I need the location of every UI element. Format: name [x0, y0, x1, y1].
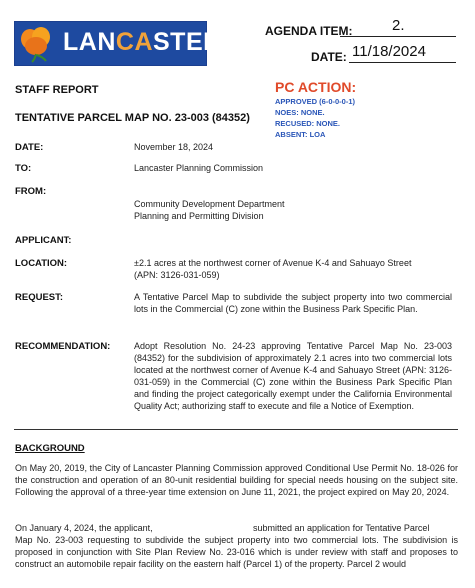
poppy-icon	[17, 24, 55, 63]
agenda-item-value: 2.	[392, 17, 405, 34]
report-title: TENTATIVE PARCEL MAP NO. 23-003 (84352)	[15, 112, 250, 124]
staff-report-heading: STAFF REPORT	[15, 84, 99, 96]
agenda-item-label: AGENDA ITEM:	[265, 24, 353, 38]
from-label: FROM:	[15, 186, 47, 197]
date-label-header: DATE:	[311, 50, 347, 64]
from-line-1: Community Development Department	[134, 199, 285, 209]
location-line-2: (APN: 3126-031-059)	[134, 270, 220, 280]
recommendation-label: RECOMMENDATION:	[15, 341, 111, 352]
to-value: Lancaster Planning Commission	[134, 163, 264, 173]
pc-action-line: NOES: NONE.	[275, 108, 325, 117]
logo-wordmark: LANCASTER	[63, 28, 222, 56]
background-paragraph-2-rest: submitted an application for Tentative Parcel	[253, 523, 430, 533]
background-paragraph-2-body: Map No. 23-003 requesting to subdivide the subject property into two commercial lots. The subdivision is proposed in conjunction with Site Plan Review No. 23-016 which is under review with staff and proposes to construct an automobile repair facility on the eastern half (Parcel 1) of the property. Parcel 2 would	[15, 535, 458, 569]
from-line-2: Planning and Permitting Division	[134, 211, 264, 221]
background-paragraph-2-start: On January 4, 2024, the applicant,	[15, 523, 153, 533]
request-text: A Tentative Parcel Map to subdivide the subject property into two commercial lots in the Commercial (C) zone within the Business Park Specific Plan.	[134, 292, 452, 314]
lancaster-logo	[14, 21, 222, 66]
location-label: LOCATION:	[15, 258, 68, 269]
date-label: DATE:	[15, 142, 44, 153]
background-heading: BACKGROUND	[15, 443, 85, 454]
pc-action-line: ABSENT: LOA	[275, 130, 326, 139]
pc-action-line: APPROVED (6-0-0-0-1)	[275, 97, 356, 106]
date-value-header: 11/18/2024	[352, 43, 426, 60]
background-paragraph-1: On May 20, 2019, the City of Lancaster Planning Commission approved Conditional Use Permit No. 18-026 for the construction and operation of an 80-unit residential building for special needs housing on the subject site. Following the approval of a three-year time extension on June 11, 2021, the project expired on May 20, 2024.	[15, 463, 458, 497]
pc-action-line: RECUSED: NONE.	[275, 119, 341, 128]
to-label: TO:	[15, 163, 32, 174]
recommendation-text: Adopt Resolution No. 24-23 approving Tentative Parcel Map No. 23-003 (84352) for the subdivision of approximately 2.1 acres into two commercial lots located at the northwest corner of Avenue K-4 and Sahuayo Street (APN: 3126-031-059) in the Commercial (C) zone within the Business Park Specific Plan and finding the project categorically exempt under the California Environmental Quality Act; authorizing staff to execute and file a Notice of Exemption.	[134, 341, 452, 411]
applicant-label: APPLICANT:	[15, 235, 72, 246]
date-underline	[349, 62, 456, 63]
request-label: REQUEST:	[15, 292, 64, 303]
agenda-item-underline	[340, 36, 456, 37]
date-value: November 18, 2024	[134, 142, 214, 152]
location-line-1: ±2.1 acres at the northwest corner of Avenue K-4 and Sahuayo Street	[134, 258, 412, 268]
pc-action-title: PC ACTION:	[275, 79, 357, 95]
section-divider	[14, 429, 458, 430]
